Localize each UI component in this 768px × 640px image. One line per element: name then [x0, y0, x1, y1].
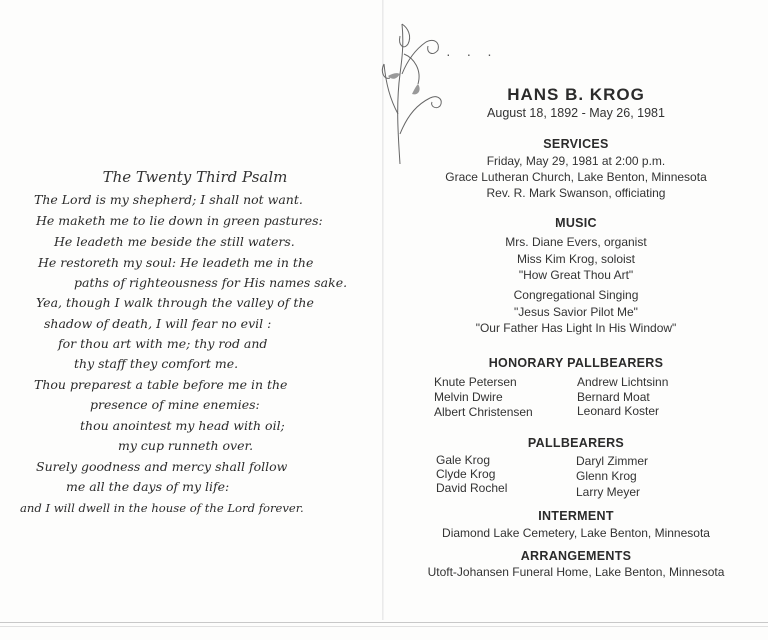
- music-line: Mrs. Diane Evers, organist: [505, 235, 647, 249]
- arrangements-text: Utoft-Johansen Funeral Home, Lake Benton, Minnesota: [427, 565, 725, 579]
- psalm-line: thy staff they comfort me.: [74, 356, 239, 371]
- pallbearers-heading: PALLBEARERS: [527, 436, 625, 450]
- music-line: Miss Kim Krog, soloist: [516, 252, 636, 266]
- music-heading: MUSIC: [555, 216, 597, 230]
- honorary-pallbearers-heading: HONORARY PALLBEARERS: [488, 356, 664, 370]
- psalm-panel: [0, 0, 382, 640]
- pallbearer: Clyde Krog: [436, 467, 496, 481]
- psalm-line: presence of mine enemies:: [90, 397, 260, 412]
- psalm-line: and I will dwell in the house of the Lord forever.: [20, 501, 304, 515]
- psalm-line: He maketh me to lie down in green pastures:: [36, 213, 323, 228]
- honorary-pallbearer: Andrew Lichtsinn: [577, 375, 669, 389]
- services-line: Friday, May 29, 1981 at 2:00 p.m.: [486, 154, 666, 168]
- services-line: Grace Lutheran Church, Lake Benton, Minnesota: [445, 170, 707, 184]
- pallbearer: Daryl Zimmer: [576, 454, 648, 468]
- psalm-line: Surely goodness and mercy shall follow: [36, 459, 288, 474]
- interment-text: Diamond Lake Cemetery, Lake Benton, Minnesota: [442, 526, 710, 540]
- psalm-line: He restoreth my soul: He leadeth me in the: [38, 255, 314, 270]
- psalm-line: The Lord is my shepherd; I shall not want.: [34, 192, 303, 207]
- pallbearer: Gale Krog: [436, 453, 491, 467]
- interment-heading: INTERMENT: [538, 509, 614, 523]
- decorative-dots: · · ·: [446, 46, 498, 62]
- music-line: "Jesus Savior Pilot Me": [514, 305, 638, 319]
- psalm-line: shadow of death, I will fear no evil :: [44, 316, 272, 331]
- music-line: Congregational Singing: [513, 288, 639, 302]
- honorary-pallbearer: Knute Petersen: [434, 375, 517, 389]
- life-dates: August 18, 1892 - May 26, 1981: [487, 106, 665, 120]
- psalm-line: me all the days of my life:: [66, 479, 230, 494]
- arrangements-heading: ARRANGEMENTS: [520, 549, 632, 563]
- psalm-line: He leadeth me beside the still waters.: [54, 234, 295, 249]
- music-line: "Our Father Has Light In His Window": [475, 321, 677, 335]
- pallbearer: Glenn Krog: [576, 469, 637, 483]
- psalm-line: thou anointest my head with oil;: [80, 418, 285, 433]
- music-line: "How Great Thou Art": [518, 268, 634, 282]
- honorary-pallbearer: Bernard Moat: [577, 390, 650, 404]
- honorary-pallbearer: Leonard Koster: [577, 404, 660, 418]
- psalm-line: paths of righteousness for His names sake.: [74, 275, 348, 290]
- psalm-line: my cup runneth over.: [118, 438, 254, 453]
- psalm-line: Thou preparest a table before me in the: [34, 377, 288, 392]
- pallbearer: Larry Meyer: [576, 485, 641, 499]
- psalm-title: The Twenty Third Psalm: [102, 168, 288, 186]
- pallbearer: David Rochel: [436, 481, 508, 495]
- honorary-pallbearer: Albert Christensen: [434, 405, 533, 419]
- honorary-pallbearer: Melvin Dwire: [434, 390, 503, 404]
- psalm-line: Yea, though I walk through the valley of the: [36, 295, 314, 310]
- psalm-line: for thou art with me; thy rod and: [58, 336, 268, 351]
- services-heading: SERVICES: [543, 137, 609, 151]
- deceased-name: HANS B. KROG: [507, 85, 645, 104]
- services-line: Rev. R. Mark Swanson, officiating: [486, 186, 666, 200]
